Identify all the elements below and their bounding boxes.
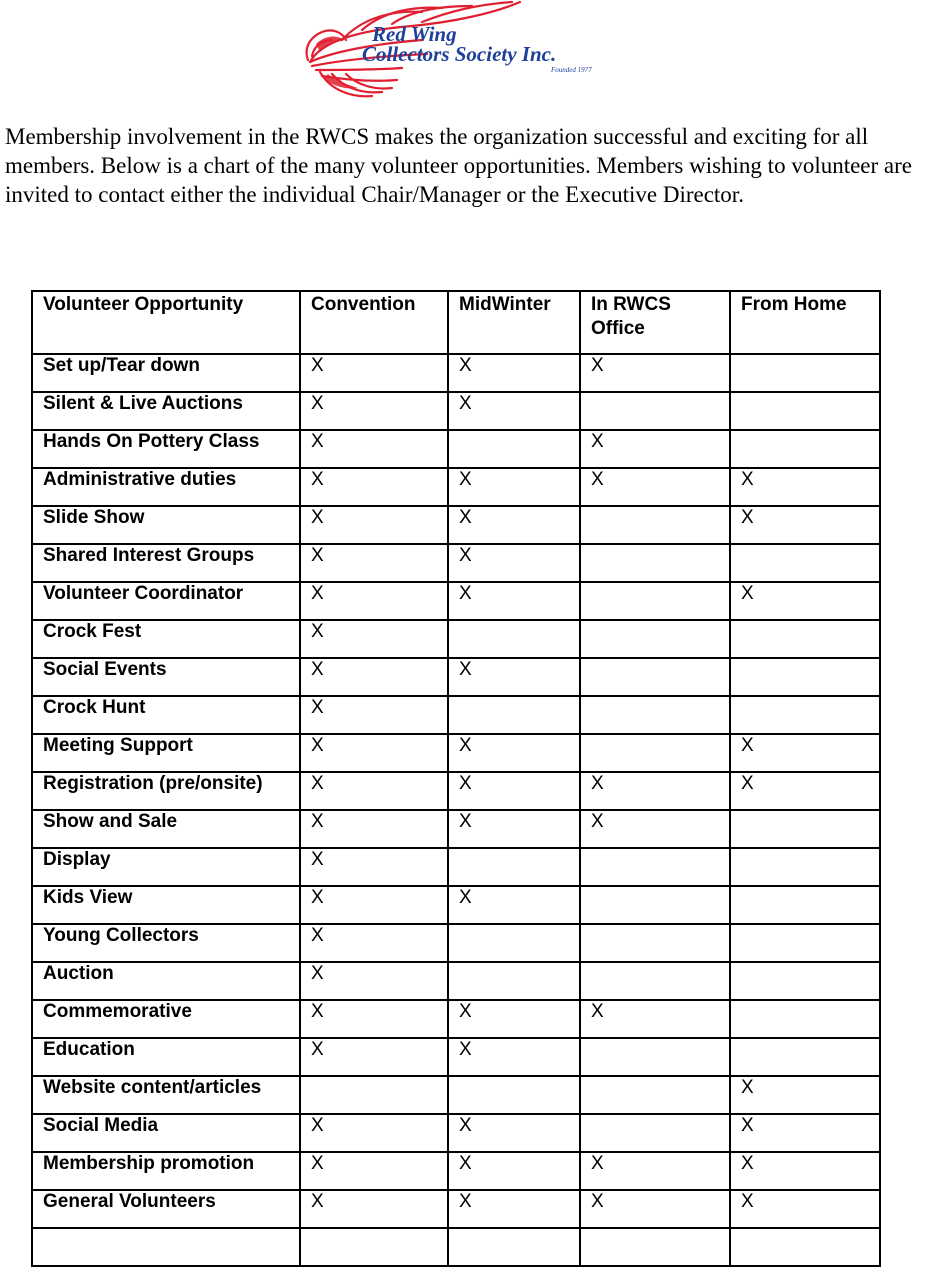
cell-midwinter — [448, 430, 580, 468]
cell-convention: X — [300, 810, 448, 848]
cell-convention: X — [300, 696, 448, 734]
cell-convention: X — [300, 1152, 448, 1190]
table-row — [32, 468, 880, 506]
cell-from-home — [730, 924, 880, 962]
cell-convention: X — [300, 962, 448, 1000]
cell-opportunity: Young Collectors — [32, 924, 300, 962]
cell-convention: X — [300, 1038, 448, 1076]
cell-midwinter: X — [448, 886, 580, 924]
cell-opportunity: Silent & Live Auctions — [32, 392, 300, 430]
cell-in-office — [580, 544, 730, 582]
cell-opportunity: Volunteer Coordinator — [32, 582, 300, 620]
cell-convention: X — [300, 620, 448, 658]
cell-in-office: X — [580, 772, 730, 810]
table-row — [32, 696, 880, 734]
cell-midwinter — [448, 1228, 580, 1266]
cell-opportunity: Auction — [32, 962, 300, 1000]
cell-midwinter — [448, 620, 580, 658]
cell-in-office — [580, 734, 730, 772]
table-row — [32, 620, 880, 658]
logo-title-line1: Red Wing — [372, 22, 457, 46]
cell-in-office — [580, 392, 730, 430]
cell-convention: X — [300, 354, 448, 392]
table-row — [32, 772, 880, 810]
table-row — [32, 1000, 880, 1038]
cell-midwinter — [448, 696, 580, 734]
table-row — [32, 392, 880, 430]
logo-title-line2: Collectors Society Inc. — [362, 42, 557, 66]
table-row — [32, 924, 880, 962]
cell-from-home — [730, 962, 880, 1000]
cell-convention: X — [300, 848, 448, 886]
cell-from-home: X — [730, 1190, 880, 1228]
cell-midwinter: X — [448, 392, 580, 430]
cell-from-home: X — [730, 1152, 880, 1190]
cell-convention: X — [300, 544, 448, 582]
cell-from-home — [730, 1228, 880, 1266]
cell-opportunity: Meeting Support — [32, 734, 300, 772]
table-row — [32, 848, 880, 886]
table-row — [32, 1076, 880, 1114]
cell-convention: X — [300, 506, 448, 544]
cell-midwinter: X — [448, 354, 580, 392]
volunteer-table — [31, 290, 881, 1267]
cell-convention: X — [300, 1114, 448, 1152]
cell-in-office — [580, 924, 730, 962]
cell-opportunity: Website content/articles — [32, 1076, 300, 1114]
header-from-home: From Home — [730, 291, 880, 354]
cell-in-office: X — [580, 354, 730, 392]
table-row — [32, 1114, 880, 1152]
cell-in-office — [580, 1076, 730, 1114]
cell-in-office — [580, 1228, 730, 1266]
table-row — [32, 544, 880, 582]
cell-in-office — [580, 1038, 730, 1076]
cell-convention: X — [300, 886, 448, 924]
cell-opportunity: Registration (pre/onsite) — [32, 772, 300, 810]
cell-in-office — [580, 886, 730, 924]
cell-from-home — [730, 848, 880, 886]
cell-midwinter: X — [448, 734, 580, 772]
cell-midwinter: X — [448, 772, 580, 810]
cell-from-home: X — [730, 1076, 880, 1114]
table-body — [32, 354, 880, 1266]
cell-midwinter: X — [448, 1000, 580, 1038]
cell-opportunity: Crock Hunt — [32, 696, 300, 734]
cell-convention: X — [300, 658, 448, 696]
cell-midwinter: X — [448, 544, 580, 582]
intro-paragraph: Membership involvement in the RWCS makes the organization successful and exciting for all members. Below is a chart of the many volunteer opportunities. Members wishing to volunteer are invited to contact either the individual Chair/Manager or the Executive Director. — [5, 124, 912, 207]
cell-convention: X — [300, 924, 448, 962]
cell-opportunity: Kids View — [32, 886, 300, 924]
table-row — [32, 1228, 880, 1266]
cell-from-home — [730, 392, 880, 430]
cell-midwinter: X — [448, 1114, 580, 1152]
cell-convention: X — [300, 468, 448, 506]
cell-in-office — [580, 696, 730, 734]
cell-in-office — [580, 582, 730, 620]
table-row — [32, 658, 880, 696]
cell-convention: X — [300, 392, 448, 430]
cell-in-office — [580, 1114, 730, 1152]
cell-from-home — [730, 1038, 880, 1076]
cell-from-home — [730, 620, 880, 658]
cell-opportunity: Hands On Pottery Class — [32, 430, 300, 468]
cell-from-home — [730, 354, 880, 392]
cell-midwinter — [448, 1076, 580, 1114]
cell-midwinter — [448, 962, 580, 1000]
cell-convention: X — [300, 1000, 448, 1038]
cell-midwinter: X — [448, 1190, 580, 1228]
cell-from-home — [730, 810, 880, 848]
table-row — [32, 506, 880, 544]
cell-in-office: X — [580, 1190, 730, 1228]
cell-opportunity: Education — [32, 1038, 300, 1076]
cell-in-office — [580, 620, 730, 658]
cell-opportunity: Show and Sale — [32, 810, 300, 848]
cell-opportunity: Membership promotion — [32, 1152, 300, 1190]
cell-in-office — [580, 848, 730, 886]
header-convention: Convention — [300, 291, 448, 354]
cell-opportunity: Crock Fest — [32, 620, 300, 658]
cell-convention: X — [300, 1190, 448, 1228]
cell-convention: X — [300, 734, 448, 772]
cell-opportunity: Slide Show — [32, 506, 300, 544]
cell-midwinter: X — [448, 658, 580, 696]
table-row — [32, 886, 880, 924]
cell-convention — [300, 1228, 448, 1266]
cell-convention: X — [300, 772, 448, 810]
header-volunteer-opportunity: Volunteer Opportunity — [32, 291, 300, 354]
cell-in-office: X — [580, 1152, 730, 1190]
cell-in-office — [580, 658, 730, 696]
cell-from-home: X — [730, 582, 880, 620]
cell-midwinter — [448, 848, 580, 886]
cell-midwinter: X — [448, 1152, 580, 1190]
cell-in-office: X — [580, 1000, 730, 1038]
cell-convention — [300, 1076, 448, 1114]
cell-in-office: X — [580, 468, 730, 506]
cell-from-home — [730, 658, 880, 696]
table-row — [32, 734, 880, 772]
cell-in-office — [580, 962, 730, 1000]
cell-in-office — [580, 506, 730, 544]
cell-midwinter: X — [448, 468, 580, 506]
cell-midwinter: X — [448, 506, 580, 544]
cell-from-home — [730, 544, 880, 582]
cell-convention: X — [300, 582, 448, 620]
cell-midwinter: X — [448, 810, 580, 848]
table-row — [32, 1190, 880, 1228]
cell-midwinter: X — [448, 582, 580, 620]
cell-from-home — [730, 430, 880, 468]
cell-convention: X — [300, 430, 448, 468]
cell-opportunity: Social Events — [32, 658, 300, 696]
header-midwinter: MidWinter — [448, 291, 580, 354]
table-header-row — [32, 291, 880, 354]
cell-opportunity: Commemorative — [32, 1000, 300, 1038]
cell-from-home: X — [730, 772, 880, 810]
cell-opportunity: Shared Interest Groups — [32, 544, 300, 582]
cell-opportunity: Set up/Tear down — [32, 354, 300, 392]
cell-from-home: X — [730, 734, 880, 772]
table-row — [32, 1038, 880, 1076]
cell-opportunity: Administrative duties — [32, 468, 300, 506]
cell-in-office: X — [580, 430, 730, 468]
cell-in-office: X — [580, 810, 730, 848]
table-row — [32, 430, 880, 468]
table-row — [32, 354, 880, 392]
cell-from-home: X — [730, 1114, 880, 1152]
cell-from-home — [730, 1000, 880, 1038]
table-row — [32, 582, 880, 620]
cell-midwinter — [448, 924, 580, 962]
cell-midwinter: X — [448, 1038, 580, 1076]
cell-from-home — [730, 696, 880, 734]
table-row — [32, 962, 880, 1000]
cell-from-home: X — [730, 468, 880, 506]
table-row — [32, 1152, 880, 1190]
cell-opportunity — [32, 1228, 300, 1266]
logo-founded: Founded 1977 — [551, 66, 592, 74]
cell-opportunity: Social Media — [32, 1114, 300, 1152]
cell-opportunity: Display — [32, 848, 300, 886]
table-row — [32, 810, 880, 848]
cell-from-home — [730, 886, 880, 924]
cell-from-home: X — [730, 506, 880, 544]
cell-opportunity: General Volunteers — [32, 1190, 300, 1228]
header-in-office: In RWCS Office — [580, 291, 730, 354]
